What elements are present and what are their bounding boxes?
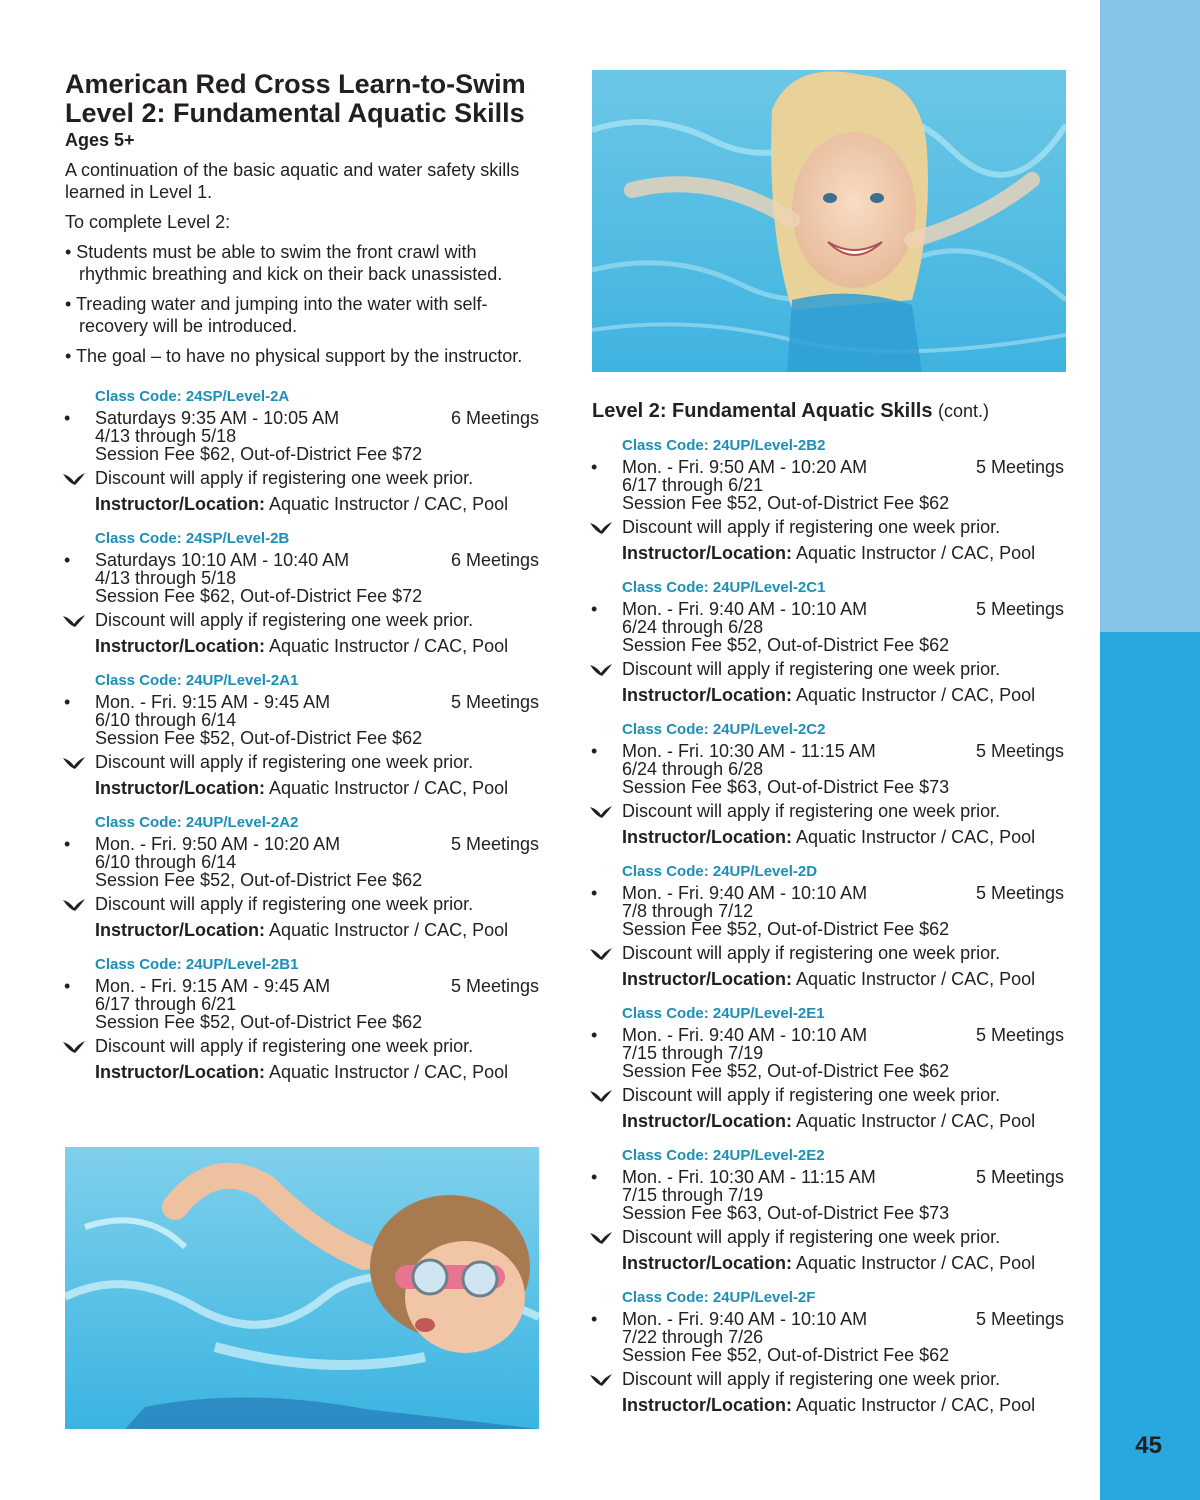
discount-note: [95, 751, 545, 773]
instructor-value: Aquatic Instructor / CAC, Pool: [265, 778, 509, 798]
discount-note: [622, 1084, 1070, 1106]
class-code: Class Code: 24SP/Level-2B: [95, 530, 290, 547]
class-code: Class Code: 24UP/Level-2B2: [622, 437, 826, 454]
instructor-label: Instructor/Location:: [95, 1062, 265, 1082]
instructor-location: [95, 919, 545, 941]
discount-text: Discount will apply if registering one week prior.: [95, 752, 474, 772]
class-code: Class Code: 24UP/Level-2B1: [95, 956, 299, 973]
instructor-label: Instructor/Location:: [95, 778, 265, 798]
section-title-text: Level 2: Fundamental Aquatic Skills: [592, 400, 933, 422]
schedule-time: Mon. - Fri. 9:40 AM - 10:10 AM: [622, 599, 868, 619]
title-line-1: American Red Cross Learn-to-Swim: [65, 69, 526, 99]
class-fees: Session Fee $52, Out-of-District Fee $62: [95, 728, 423, 748]
class-fees: Session Fee $52, Out-of-District Fee $62: [622, 919, 950, 939]
bird-icon: [62, 614, 86, 628]
bird-icon: [589, 1231, 613, 1245]
meeting-count: 5 Meetings: [450, 834, 539, 854]
discount-text: Discount will apply if registering one week prior.: [622, 801, 1001, 821]
class-schedule: [591, 457, 1070, 477]
instructor-location: [95, 493, 545, 515]
class-entry: [592, 436, 1070, 564]
class-entry: [65, 529, 545, 657]
class-dates: 7/15 through 7/19: [622, 1185, 764, 1205]
discount-note: [622, 516, 1070, 538]
instructor-label: Instructor/Location:: [622, 827, 792, 847]
discount-text: Discount will apply if registering one week prior.: [622, 1085, 1001, 1105]
discount-text: Discount will apply if registering one week prior.: [622, 517, 1001, 537]
schedule-time: Mon. - Fri. 9:40 AM - 10:10 AM: [622, 1025, 868, 1045]
schedule-time: Mon. - Fri. 9:15 AM - 9:45 AM: [95, 976, 331, 996]
discount-note: [622, 800, 1070, 822]
class-schedule: [591, 1309, 1070, 1329]
section-title-cont: (cont.): [938, 401, 990, 421]
instructor-value: Aquatic Instructor / CAC, Pool: [265, 494, 509, 514]
instructor-value: Aquatic Instructor / CAC, Pool: [265, 1062, 509, 1082]
class-schedule: [591, 741, 1070, 761]
instructor-value: Aquatic Instructor / CAC, Pool: [792, 827, 1036, 847]
schedule-time: Mon. - Fri. 9:40 AM - 10:10 AM: [622, 1309, 868, 1329]
bullet-dot: •: [591, 741, 598, 761]
class-entry: [592, 1004, 1070, 1132]
left-column: [65, 70, 545, 1097]
class-schedule: [64, 550, 545, 570]
class-dates: 6/17 through 6/21: [95, 994, 237, 1014]
requirement-bullet: • Students must be able to swim the front crawl with rhythmic breathing and kick on their back unassisted.: [65, 242, 503, 284]
discount-note: [622, 942, 1070, 964]
class-entry: [592, 578, 1070, 706]
completion-heading: To complete Level 2:: [65, 212, 231, 232]
instructor-value: Aquatic Instructor / CAC, Pool: [792, 685, 1036, 705]
right-class-list: [591, 400, 1070, 1430]
meeting-count: 5 Meetings: [975, 457, 1064, 477]
bird-icon: [589, 805, 613, 819]
class-dates: 4/13 through 5/18: [95, 568, 237, 588]
discount-text: Discount will apply if registering one week prior.: [95, 610, 474, 630]
class-code: Class Code: 24UP/Level-2A2: [95, 814, 299, 831]
discount-note: [622, 1368, 1070, 1390]
class-fees: Session Fee $62, Out-of-District Fee $72: [95, 586, 423, 606]
meeting-count: 5 Meetings: [975, 1167, 1064, 1187]
instructor-label: Instructor/Location:: [622, 1111, 792, 1131]
schedule-time: Mon. - Fri. 10:30 AM - 11:15 AM: [622, 741, 876, 761]
discount-note: [95, 1035, 545, 1057]
bird-icon: [62, 472, 86, 486]
meeting-count: 5 Meetings: [450, 976, 539, 996]
bullet-dot: •: [591, 1167, 598, 1187]
class-dates: 6/17 through 6/21: [622, 475, 764, 495]
instructor-label: Instructor/Location:: [95, 636, 265, 656]
instructor-location: [95, 777, 545, 799]
class-fees: Session Fee $52, Out-of-District Fee $62: [622, 1345, 950, 1365]
discount-text: Discount will apply if registering one week prior.: [622, 943, 1001, 963]
instructor-label: Instructor/Location:: [622, 1253, 792, 1273]
class-code: Class Code: 24UP/Level-2C2: [622, 721, 826, 738]
requirement-bullet: • Treading water and jumping into the water with self-recovery will be introduced.: [65, 294, 488, 336]
instructor-label: Instructor/Location:: [95, 494, 265, 514]
meeting-count: 5 Meetings: [450, 692, 539, 712]
bullet-dot: •: [591, 1309, 598, 1329]
instructor-location: [622, 1252, 1070, 1274]
instructor-label: Instructor/Location:: [622, 543, 792, 563]
class-dates: 6/10 through 6/14: [95, 852, 237, 872]
schedule-time: Mon. - Fri. 10:30 AM - 11:15 AM: [622, 1167, 876, 1187]
meeting-count: 5 Meetings: [975, 1025, 1064, 1045]
bullet-dot: •: [591, 1025, 598, 1045]
page-number: 45: [1135, 1432, 1162, 1459]
meeting-count: 6 Meetings: [450, 550, 539, 570]
bullet-dot: •: [64, 692, 71, 712]
page-title: [65, 70, 545, 128]
class-code: Class Code: 24UP/Level-2F: [622, 1289, 816, 1306]
class-schedule: [591, 1167, 1070, 1187]
class-fees: Session Fee $52, Out-of-District Fee $62: [95, 1012, 423, 1032]
class-entry: [65, 955, 545, 1083]
class-code: Class Code: 24UP/Level-2E2: [622, 1147, 825, 1164]
meeting-count: 5 Meetings: [975, 741, 1064, 761]
bird-icon: [62, 898, 86, 912]
sidebar-tab-dark: [1100, 632, 1200, 1500]
class-entry: [65, 813, 545, 941]
schedule-time: Mon. - Fri. 9:50 AM - 10:20 AM: [622, 457, 868, 477]
bird-icon: [589, 1373, 613, 1387]
instructor-location: [95, 635, 545, 657]
instructor-value: Aquatic Instructor / CAC, Pool: [792, 543, 1036, 563]
discount-text: Discount will apply if registering one week prior.: [622, 1369, 1001, 1389]
discount-text: Discount will apply if registering one week prior.: [95, 1036, 474, 1056]
bird-icon: [62, 756, 86, 770]
class-schedule: [591, 883, 1070, 903]
bird-icon: [589, 521, 613, 535]
class-entry: [65, 387, 545, 515]
class-dates: 7/15 through 7/19: [622, 1043, 764, 1063]
photo-girl-swimming: [592, 70, 1066, 372]
class-code: Class Code: 24UP/Level-2D: [622, 863, 818, 880]
instructor-value: Aquatic Instructor / CAC, Pool: [265, 920, 509, 940]
class-dates: 7/22 through 7/26: [622, 1327, 764, 1347]
bullet-dot: •: [591, 883, 598, 903]
class-schedule: [64, 692, 545, 712]
class-fees: Session Fee $52, Out-of-District Fee $62: [622, 635, 950, 655]
instructor-location: [622, 1394, 1070, 1416]
class-code: Class Code: 24UP/Level-2A1: [95, 672, 299, 689]
class-dates: 4/13 through 5/18: [95, 426, 237, 446]
instructor-location: [622, 826, 1070, 848]
meeting-count: 5 Meetings: [975, 1309, 1064, 1329]
class-schedule: [64, 408, 545, 428]
bullet-dot: •: [591, 599, 598, 619]
discount-note: [95, 893, 545, 915]
discount-note: [95, 467, 545, 489]
section-title: [592, 400, 1072, 423]
class-code: Class Code: 24UP/Level-2C1: [622, 579, 826, 596]
schedule-time: Mon. - Fri. 9:15 AM - 9:45 AM: [95, 692, 331, 712]
sidebar-tab-light: [1100, 0, 1200, 632]
requirement-bullet: • The goal – to have no physical support by the instructor.: [65, 346, 523, 366]
class-schedule: [64, 976, 545, 996]
instructor-location: [622, 684, 1070, 706]
schedule-time: Mon. - Fri. 9:40 AM - 10:10 AM: [622, 883, 868, 903]
meeting-count: 6 Meetings: [450, 408, 539, 428]
bird-icon: [589, 947, 613, 961]
instructor-location: [95, 1061, 545, 1083]
class-entry: [592, 1288, 1070, 1416]
class-entry: [592, 862, 1070, 990]
class-schedule: [64, 834, 545, 854]
meeting-count: 5 Meetings: [975, 599, 1064, 619]
bullet-dot: •: [64, 550, 71, 570]
class-fees: Session Fee $52, Out-of-District Fee $62: [622, 1061, 950, 1081]
instructor-label: Instructor/Location:: [95, 920, 265, 940]
class-entry: [592, 720, 1070, 848]
bullet-dot: •: [64, 834, 71, 854]
schedule-time: Mon. - Fri. 9:50 AM - 10:20 AM: [95, 834, 341, 854]
instructor-location: [622, 968, 1070, 990]
instructor-location: [622, 542, 1070, 564]
description: A continuation of the basic aquatic and water safety skills learned in Level 1.: [65, 160, 520, 202]
bullet-dot: •: [64, 408, 71, 428]
discount-note: [622, 658, 1070, 680]
discount-note: [622, 1226, 1070, 1248]
class-dates: 6/24 through 6/28: [622, 617, 764, 637]
photo-boy-swimming: [65, 1147, 539, 1429]
discount-text: Discount will apply if registering one week prior.: [95, 468, 474, 488]
schedule-time: Saturdays 9:35 AM - 10:05 AM: [95, 408, 340, 428]
class-fees: Session Fee $63, Out-of-District Fee $73: [622, 777, 950, 797]
class-schedule: [591, 599, 1070, 619]
instructor-value: Aquatic Instructor / CAC, Pool: [792, 969, 1036, 989]
left-class-list: [65, 387, 545, 1083]
class-dates: 7/8 through 7/12: [622, 901, 754, 921]
discount-text: Discount will apply if registering one week prior.: [95, 894, 474, 914]
bullet-dot: •: [591, 457, 598, 477]
discount-text: Discount will apply if registering one week prior.: [622, 1227, 1001, 1247]
class-dates: 6/10 through 6/14: [95, 710, 237, 730]
meeting-count: 5 Meetings: [975, 883, 1064, 903]
instructor-value: Aquatic Instructor / CAC, Pool: [792, 1253, 1036, 1273]
age-requirement: Ages 5+: [65, 130, 135, 150]
class-entry: [592, 1146, 1070, 1274]
class-code: Class Code: 24SP/Level-2A: [95, 388, 290, 405]
class-code: Class Code: 24UP/Level-2E1: [622, 1005, 825, 1022]
instructor-value: Aquatic Instructor / CAC, Pool: [265, 636, 509, 656]
class-fees: Session Fee $52, Out-of-District Fee $62: [622, 493, 950, 513]
bird-icon: [589, 663, 613, 677]
discount-note: [95, 609, 545, 631]
class-entry: [65, 671, 545, 799]
instructor-location: [622, 1110, 1070, 1132]
class-fees: Session Fee $62, Out-of-District Fee $72: [95, 444, 423, 464]
class-dates: 6/24 through 6/28: [622, 759, 764, 779]
instructor-label: Instructor/Location:: [622, 685, 792, 705]
instructor-label: Instructor/Location:: [622, 1395, 792, 1415]
schedule-time: Saturdays 10:10 AM - 10:40 AM: [95, 550, 350, 570]
bird-icon: [62, 1040, 86, 1054]
class-fees: Session Fee $63, Out-of-District Fee $73: [622, 1203, 950, 1223]
class-fees: Session Fee $52, Out-of-District Fee $62: [95, 870, 423, 890]
title-line-2: Level 2: Fundamental Aquatic Skills: [65, 98, 525, 128]
bird-icon: [589, 1089, 613, 1103]
class-schedule: [591, 1025, 1070, 1045]
instructor-value: Aquatic Instructor / CAC, Pool: [792, 1111, 1036, 1131]
instructor-label: Instructor/Location:: [622, 969, 792, 989]
instructor-value: Aquatic Instructor / CAC, Pool: [792, 1395, 1036, 1415]
discount-text: Discount will apply if registering one week prior.: [622, 659, 1001, 679]
bullet-dot: •: [64, 976, 71, 996]
